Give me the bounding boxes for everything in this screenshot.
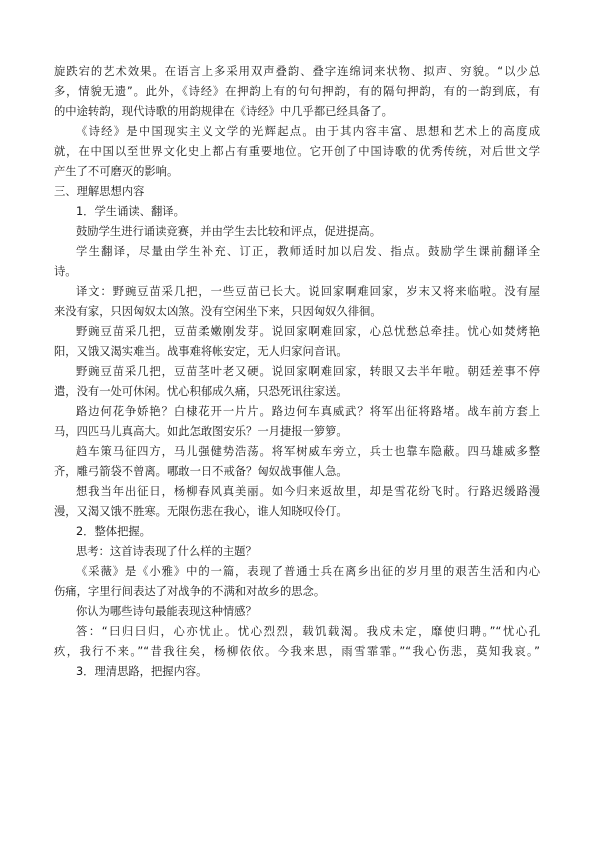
text-line: 疚，我行不来。”“昔我往矣，杨柳依依。今我来思，雨雪霏霏。”“我心伤悲，莫知我哀。” bbox=[54, 645, 540, 658]
document-body bbox=[54, 62, 540, 682]
paragraph-start-line: 《采薇》是《小雅》中的一篇，表现了普通士兵在离乡出征的岁月里的艰苦生活和内心 bbox=[76, 565, 540, 578]
paragraph-start-line: 《诗经》是中国现实主义文学的光辉起点。由于其内容丰富、思想和艺术上的高度成 bbox=[76, 125, 540, 138]
paragraph-start-line: 野豌豆苗采几把，豆苗茎叶老又硬。说回家啊难回家，转眼又去半年啦。朝廷差事不停 bbox=[76, 365, 540, 378]
text-line: 就，在中国以至世界文化史上都占有重要地位。它开创了中国诗歌的优秀传统，对后世文学 bbox=[54, 145, 540, 158]
paragraph-start-line: 路边何花争娇艳？白棣花开一片片。路边何车真威武？将军出征将路堵。战车前方套上 bbox=[76, 405, 540, 418]
text-line: 齐，雕弓箭袋不曾离。哪敢一日不戒备？匈奴战事催人急。 bbox=[54, 465, 348, 478]
question-line: 思考：这首诗表现了什么样的主题？ bbox=[76, 545, 257, 558]
text-line: 马，四匹马儿真高大。如此怎敢图安乐？一月捷报一箩箩。 bbox=[54, 425, 348, 438]
text-line: 阳，又饿又渴实难当。战事难将帐安定，无人归家问音讯。 bbox=[54, 345, 348, 358]
text-line: 诗。 bbox=[54, 265, 77, 278]
paragraph-start-line: 译文：野豌豆苗采几把，一些豆苗已长大。说回家啊难回家，岁末又将来临啦。没有屋 bbox=[76, 285, 540, 298]
section-heading: 三、理解思想内容 bbox=[54, 185, 145, 198]
paragraph-start-line: 想我当年出征日，杨柳春风真美丽。如今归来返故里，却是雪花纷飞时。行路迟缓路漫 bbox=[76, 485, 540, 498]
subsection-heading: 1．学生诵读、翻译。 bbox=[76, 205, 185, 218]
text-line: 伤痛，字里行间表达了对战争的不满和对故乡的思念。 bbox=[54, 585, 326, 598]
text-line: 来没有家，只因匈奴太凶煞。没有空闲坐下来，只因匈奴久徘徊。 bbox=[54, 305, 382, 318]
paragraph-start-line: 野豌豆苗采几把，豆苗柔嫩刚发芽。说回家啊难回家，心总忧愁总牵挂。忧心如焚烤艳 bbox=[76, 325, 540, 338]
text-line: 的中途转韵，现代诗歌的用韵规律在《诗经》中几乎都已经具备了。 bbox=[54, 105, 393, 118]
subsection-heading: 3．理清思路，把握内容。 bbox=[76, 665, 208, 678]
answer-line: 答：“曰归曰归，心亦忧止。忧心烈烈，载饥载渴。我戍未定，靡使归聘。”“忧心孔 bbox=[76, 625, 540, 638]
text-line: 漫，又渴又饿不胜寒。无限伤悲在我心，谁人知晓叹伶仃。 bbox=[54, 505, 348, 518]
paragraph-start-line: 学生翻译，尽量由学生补充、订正，教师适时加以启发、指点。鼓励学生课前翻译全 bbox=[76, 245, 540, 258]
text-line: 产生了不可磨灭的影响。 bbox=[54, 165, 179, 178]
paragraph-start-line: 趋车策马征四方，马儿强健势浩荡。将军树威车旁立，兵士也靠车隐蔽。四马雄威多整 bbox=[76, 445, 540, 458]
text-line: 多，情貌无遗”。此外，《诗经》在押韵上有的句句押韵，有的隔句押韵，有的一韵到底，有 bbox=[54, 85, 540, 98]
question-line: 你认为哪些诗句最能表现这种情感？ bbox=[76, 605, 257, 618]
paragraph-start-line: 鼓励学生进行诵读竞赛，并由学生去比较和评点，促进提高。 bbox=[76, 225, 382, 238]
subsection-heading: 2．整体把握。 bbox=[76, 525, 151, 538]
text-line: 遣，没有一处可休闲。忧心积郁成久痛，只恐死讯往家送。 bbox=[54, 385, 348, 398]
text-line: 旋跌宕的艺术效果。在语言上多采用双声叠韵、叠字连绵词来状物、拟声、穷貌。“以少总 bbox=[54, 65, 540, 78]
